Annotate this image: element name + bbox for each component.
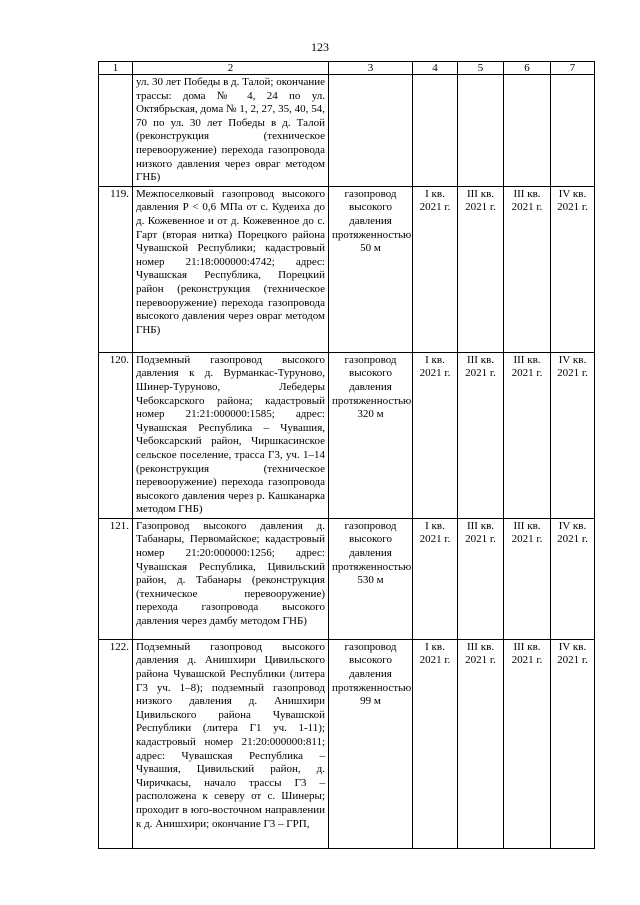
stage-date [413,75,458,187]
row-number: 120. [99,352,133,518]
stage-date: I кв. 2021 г. [413,518,458,639]
column-number-row [99,62,595,75]
column-number: 1 [99,62,133,75]
object-characteristics [329,75,413,187]
stage-date: III кв. 2021 г. [504,639,551,848]
column-number: 4 [413,62,458,75]
object-description: Подземный газопровод высокого давления д. Анишхири Цивильского района Чувашской Республики (литера Г3 уч. 1–8); подземный газопровод низкого давления д. Анишхири Цивильского района Чувашской Республики (литера Г1 уч. 1-11); кадастровый номер 21:20:000000:811; адрес: Чувашская Республика – Чувашия, Цивильский район, д. Чиричкасы, начало трассы Г3 – расположена к северу от с. Шинеры; проходит в юго-восточном направлении к д. Анишхири; окончание Г3 – ГРП, [133,639,329,848]
stage-date: IV кв. 2021 г. [551,639,595,848]
object-description: Подземный газопровод высокого давления к д. Вурманкас-Туруново, Шинер-Туруново, Лебедеры Чебоксарского района; кадастровый номер 21:21:000000:1585; адрес: Чувашская Республика – Чувашия, Чебоксарский район, Чиршкасинское сельское поселение, трасса Г3, уч. 1–14 (реконструкция (техническое перевооружение) перехода газопровода высокого давления через р. Кашканарка методом ГНБ) [133,352,329,518]
object-characteristics: газопровод высокого давления протяженностью 99 м [329,639,413,848]
object-description: Газопровод высокого давления д. Табанары, Первомайское; кадастровый номер 21:20:000000:1256; адрес: Чувашская Республика, Цивильский район, д. Табанары (реконструкция (техническое перевооружение) перехода газопровода высокого давления через дамбу методом ГНБ) [133,518,329,639]
table-row [99,75,595,187]
stage-date: I кв. 2021 г. [413,186,458,352]
row-number: 122. [99,639,133,848]
stage-date: III кв. 2021 г. [504,186,551,352]
column-number: 6 [504,62,551,75]
table-row [99,639,595,848]
column-number: 7 [551,62,595,75]
column-number: 2 [133,62,329,75]
object-characteristics: газопровод высокого давления протяженностью 320 м [329,352,413,518]
stage-date [458,75,504,187]
stage-date: III кв. 2021 г. [458,518,504,639]
column-number: 5 [458,62,504,75]
object-description: ул. 30 лет Победы в д. Талой; окончание трассы: дома № 4, 24 по ул. Октябрьская, дома № 1, 2, 27, 35, 40, 54, 70 по ул. 30 лет Победы в д. Талой (реконструкция (техническое перевооружение) перехода газопровода низкого давления через овраг методом ГНБ) [133,75,329,187]
stage-date: IV кв. 2021 г. [551,186,595,352]
stage-date: III кв. 2021 г. [504,518,551,639]
stage-date: I кв. 2021 г. [413,352,458,518]
object-description: Межпоселковый газопровод высокого давления P < 0,6 МПа от с. Кудеиха до д. Кожевенное и от д. Кожевенное до с. Гарт (вторая нитка) Порецкого района Чувашской Республики; кадастровый номер 21:18:000000:4742; адрес: Чувашская Республика, Порецкий район (реконструкция (техническое перевооружение) перехода газопровода высокого давления через овраг методом ГНБ) [133,186,329,352]
object-characteristics: газопровод высокого давления протяженностью 530 м [329,518,413,639]
stage-date: III кв. 2021 г. [458,639,504,848]
stage-date: I кв. 2021 г. [413,639,458,848]
stage-date: IV кв. 2021 г. [551,352,595,518]
object-characteristics: газопровод высокого давления протяженностью 50 м [329,186,413,352]
stage-date [551,75,595,187]
stage-date: IV кв. 2021 г. [551,518,595,639]
stage-date: III кв. 2021 г. [458,352,504,518]
table-row [99,186,595,352]
column-number: 3 [329,62,413,75]
stage-date: III кв. 2021 г. [458,186,504,352]
table-row [99,518,595,639]
stage-date: III кв. 2021 г. [504,352,551,518]
row-number: 119. [99,186,133,352]
table-row [99,352,595,518]
page-number: 123 [311,40,329,54]
row-number [99,75,133,187]
row-number: 121. [99,518,133,639]
stage-date [504,75,551,187]
registry-table [98,61,595,849]
